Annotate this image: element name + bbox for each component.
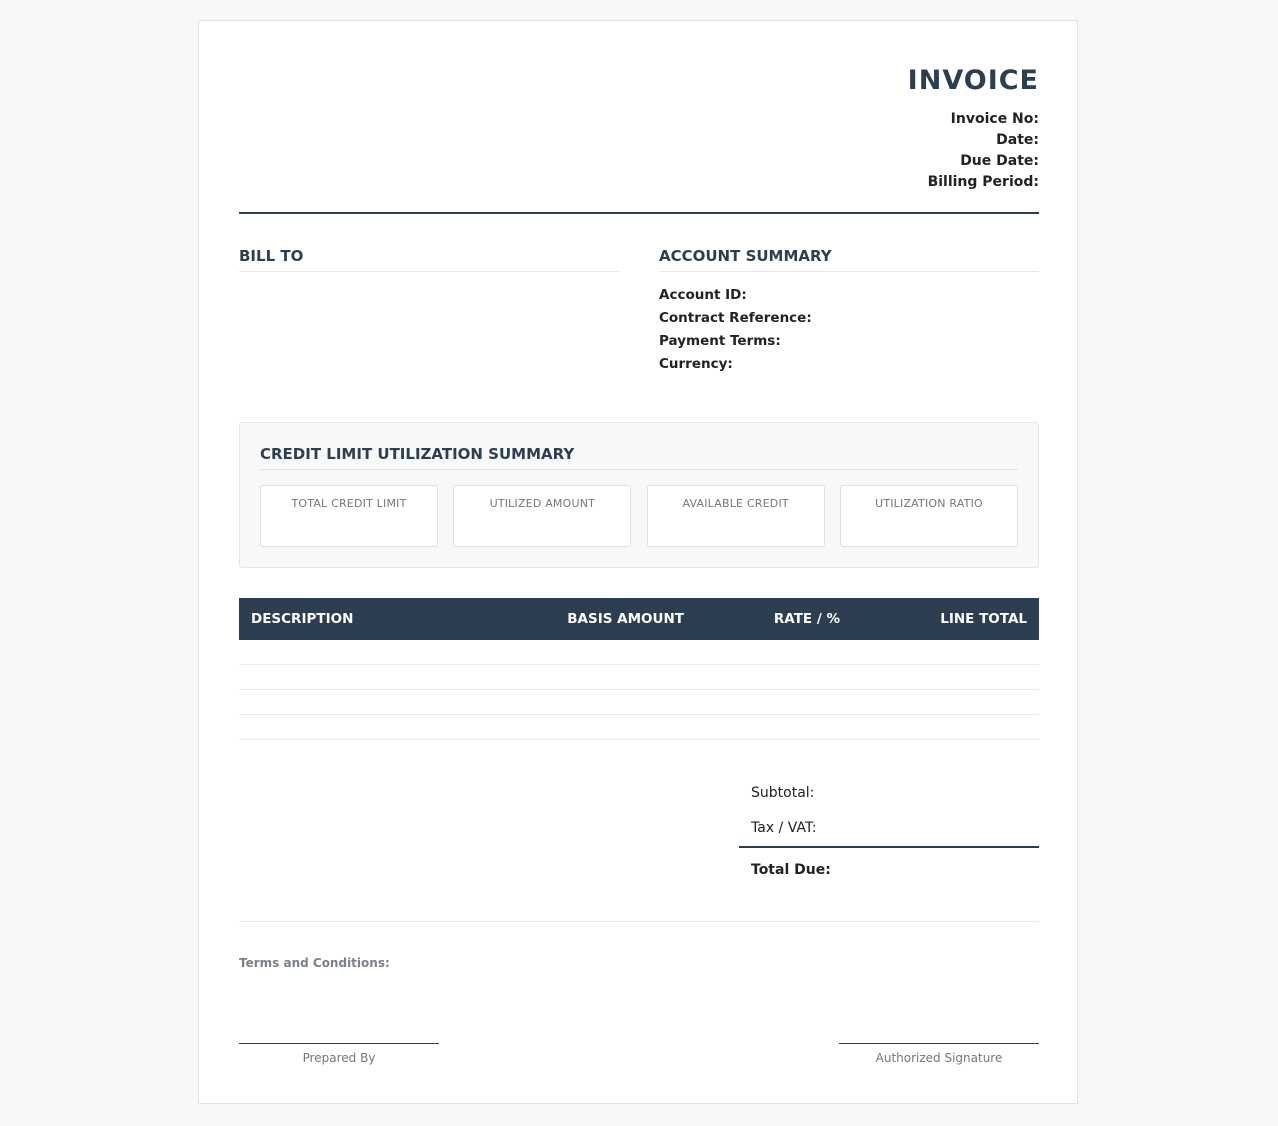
invoice-number-label: Invoice No: — [950, 111, 1039, 127]
authorized-signature-line: Authorized Signature — [839, 1043, 1039, 1065]
invoice-page — [198, 20, 1078, 1104]
account-summary-list — [659, 284, 1039, 376]
total-due-label: Total Due: — [751, 862, 831, 878]
payment-terms-label: Payment Terms: — [659, 333, 781, 349]
invoice-title: INVOICE — [907, 65, 1039, 96]
prepared-by-signature-line: Prepared By — [239, 1043, 439, 1065]
totals-section — [739, 776, 1039, 892]
utilized-amount-card: UTILIZED AMOUNT — [453, 485, 631, 547]
table-row — [239, 715, 1039, 740]
utilization-ratio-card: UTILIZATION RATIO — [840, 485, 1018, 547]
column-header-basis-amount: BASIS AMOUNT — [567, 611, 684, 627]
credit-summary-cards — [260, 485, 1018, 547]
table-row — [239, 665, 1039, 690]
account-summary-title: ACCOUNT SUMMARY — [659, 245, 1039, 272]
tax-label: Tax / VAT: — [751, 820, 817, 836]
table-row — [239, 640, 1039, 665]
table-row — [239, 690, 1039, 715]
account-id-label: Account ID: — [659, 287, 747, 303]
account-summary-section — [659, 245, 1039, 376]
available-credit-card: AVAILABLE CREDIT — [647, 485, 825, 547]
credit-summary-title: CREDIT LIMIT UTILIZATION SUMMARY — [260, 443, 1018, 470]
contract-reference-label: Contract Reference: — [659, 310, 812, 326]
due-date-label: Due Date: — [960, 153, 1039, 169]
terms-label: Terms and Conditions: — [239, 956, 390, 970]
bill-to-title: BILL TO — [239, 245, 619, 272]
credit-summary-panel — [239, 422, 1039, 568]
total-credit-limit-card: TOTAL CREDIT LIMIT — [260, 485, 438, 547]
column-header-description: DESCRIPTION — [251, 611, 354, 627]
footer-divider — [239, 921, 1039, 922]
column-header-rate: RATE / % — [773, 611, 840, 627]
subtotal-label: Subtotal: — [751, 785, 815, 801]
billing-period-label: Billing Period: — [927, 174, 1039, 190]
table-header — [239, 598, 1039, 640]
column-header-line-total: LINE TOTAL — [940, 611, 1027, 627]
invoice-date-label: Date: — [996, 132, 1039, 148]
bill-to-section — [239, 245, 619, 272]
header-divider — [239, 212, 1039, 214]
currency-label: Currency: — [659, 356, 733, 372]
line-items-table — [239, 598, 1039, 740]
invoice-meta — [928, 109, 1039, 193]
